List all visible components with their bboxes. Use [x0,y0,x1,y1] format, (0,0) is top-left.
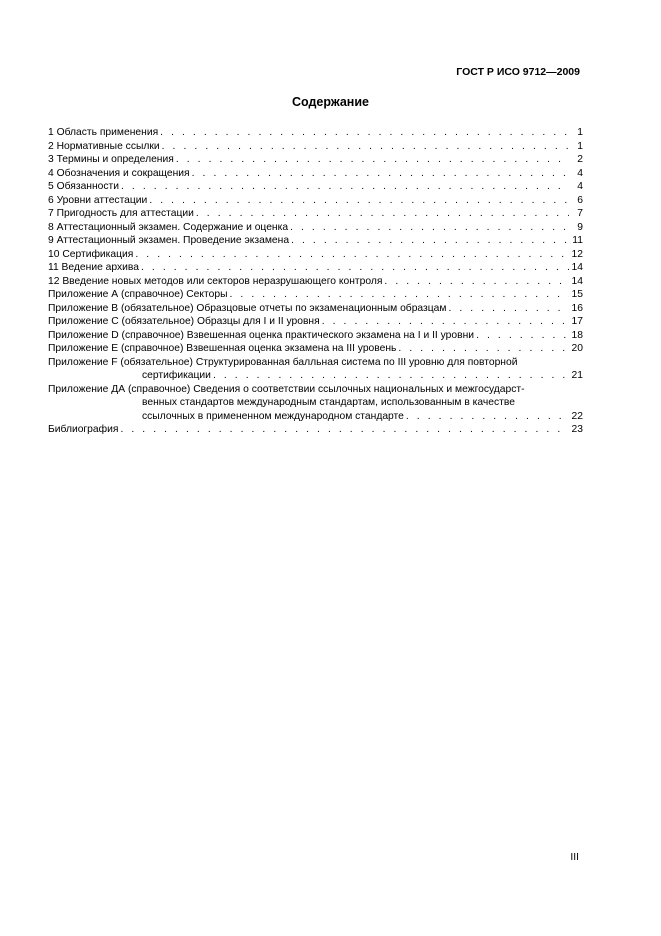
toc-entry-page: 1 [577,140,583,152]
toc-entry[interactable] [48,153,583,167]
toc-leader-dots [406,410,570,423]
toc-entry-label: 7 Пригодность для аттестации [48,208,194,220]
toc-entry-page: 12 [571,248,583,260]
toc-entry-page: 11 [572,235,583,247]
toc-entry-label-continued: ссылочных в примененном международном стандарте [142,410,404,422]
toc-entry-page: 20 [571,343,583,355]
toc-entry-page: 22 [571,410,583,422]
toc-title: Содержание [291,95,369,109]
toc-entry-page: 21 [571,370,583,382]
toc-entry-label: Приложение F (обязательное) Структурированная балльная система по III уровню для повторной [48,356,518,368]
toc-leader-dots [160,126,569,139]
toc-entry[interactable] [48,221,583,235]
toc-entry-page: 17 [571,316,583,328]
toc-entry[interactable] [48,180,583,194]
toc-leader-dots [229,288,569,301]
toc-entry-label: 4 Обозначения и сокращения [48,167,190,179]
toc-entry[interactable] [48,302,583,316]
toc-entry-label: 6 Уровни аттестации [48,194,148,206]
toc-leader-dots [121,180,569,193]
toc-entry-label: Библиография [48,424,119,436]
toc-leader-dots [120,423,569,436]
toc-entry-page: 14 [571,262,583,274]
toc-entries [48,126,583,356]
toc-leader-dots [384,275,569,288]
toc-entry-page: 7 [577,208,583,220]
toc-entry-bibliography[interactable] [48,423,583,437]
toc-entry-label: Приложение С (обязательное) Образцы для I и II уровня [48,316,320,328]
toc-leader-dots [162,140,569,153]
toc-entry-page: 16 [571,302,583,314]
toc-entry[interactable] [48,248,583,262]
toc-entry-label: Приложение ДА (справочное) Сведения о соответствии ссылочных национальных и межгосударст- [48,383,525,395]
toc-entry-label-continued: венных стандартов международным стандартам, использованным в качестве [142,397,515,408]
page-number: III [570,852,579,863]
toc-entry-label: 8 Аттестационный экзамен. Содержание и оценка [48,221,289,233]
toc-entry-label: 11 Ведение архива [48,262,139,274]
toc-entry-page: 23 [571,424,583,436]
toc-leader-dots [448,302,569,315]
toc-entry-label-continued: сертификации [142,370,211,382]
toc-entry-page: 1 [577,127,583,139]
toc-entry-label: 1 Область применения [48,127,159,139]
toc-entry[interactable] [48,234,583,248]
toc-entry-label: 10 Сертификация [48,248,134,260]
toc-entry[interactable] [48,126,583,140]
toc-leader-dots [476,329,569,342]
toc-entry[interactable] [48,275,583,289]
toc-leader-dots [322,315,569,328]
toc-entry-label: Приложение В (обязательное) Образцовые отчеты по экзаменационным образцам [48,302,447,314]
toc-leader-dots [192,167,569,180]
toc-entry-label: Приложение D (справочное) Взвешенная оценка практического экзамена на I и II уровни [48,329,475,341]
toc-entry[interactable] [48,167,583,181]
toc-entry-page: 15 [571,289,583,301]
toc-leader-dots [149,194,569,207]
toc-entry[interactable] [48,261,583,275]
toc-entry[interactable] [48,342,583,356]
toc-entry-page: 14 [571,275,583,287]
toc-entry[interactable] [48,288,583,302]
toc-entry-page: 2 [577,154,583,166]
toc-leader-dots [213,369,570,382]
toc-entry-page: 6 [577,194,583,206]
toc-leader-dots [290,221,569,234]
toc-entry-label: 3 Термины и определения [48,154,174,166]
document-code: ГОСТ Р ИСО 9712—2009 [456,66,580,78]
toc-leader-dots [196,207,569,220]
toc-leader-dots [291,234,569,247]
toc-entry-label: 2 Нормативные ссылки [48,140,160,152]
toc-entry-label: 12 Введение новых методов или секторов неразрушающего контроля [48,275,383,287]
toc-leader-dots [141,261,569,274]
toc-entry-page: 4 [577,167,583,179]
toc-entry-page: 18 [571,329,583,341]
toc-entry-label: Приложение А (справочное) Секторы [48,289,228,301]
toc-leader-dots [176,153,569,166]
toc-entry-appendix-f[interactable] [48,356,583,383]
toc-leader-dots [135,248,569,261]
toc-entry[interactable] [48,329,583,343]
toc-entry-page: 4 [577,181,583,193]
toc-entry[interactable] [48,315,583,329]
toc-entry[interactable] [48,140,583,154]
toc-entry-label: 5 Обязанности [48,181,120,193]
toc-entry-appendix-da[interactable] [48,383,583,424]
toc-leader-dots [398,342,569,355]
table-of-contents [48,126,583,437]
toc-entry[interactable] [48,194,583,208]
toc-entry-label: Приложение Е (справочное) Взвешенная оценка экзамена на III уровень [48,343,397,355]
toc-entry[interactable] [48,207,583,221]
toc-entry-page: 9 [577,221,583,233]
toc-entry-label: 9 Аттестационный экзамен. Проведение экзамена [48,235,290,247]
